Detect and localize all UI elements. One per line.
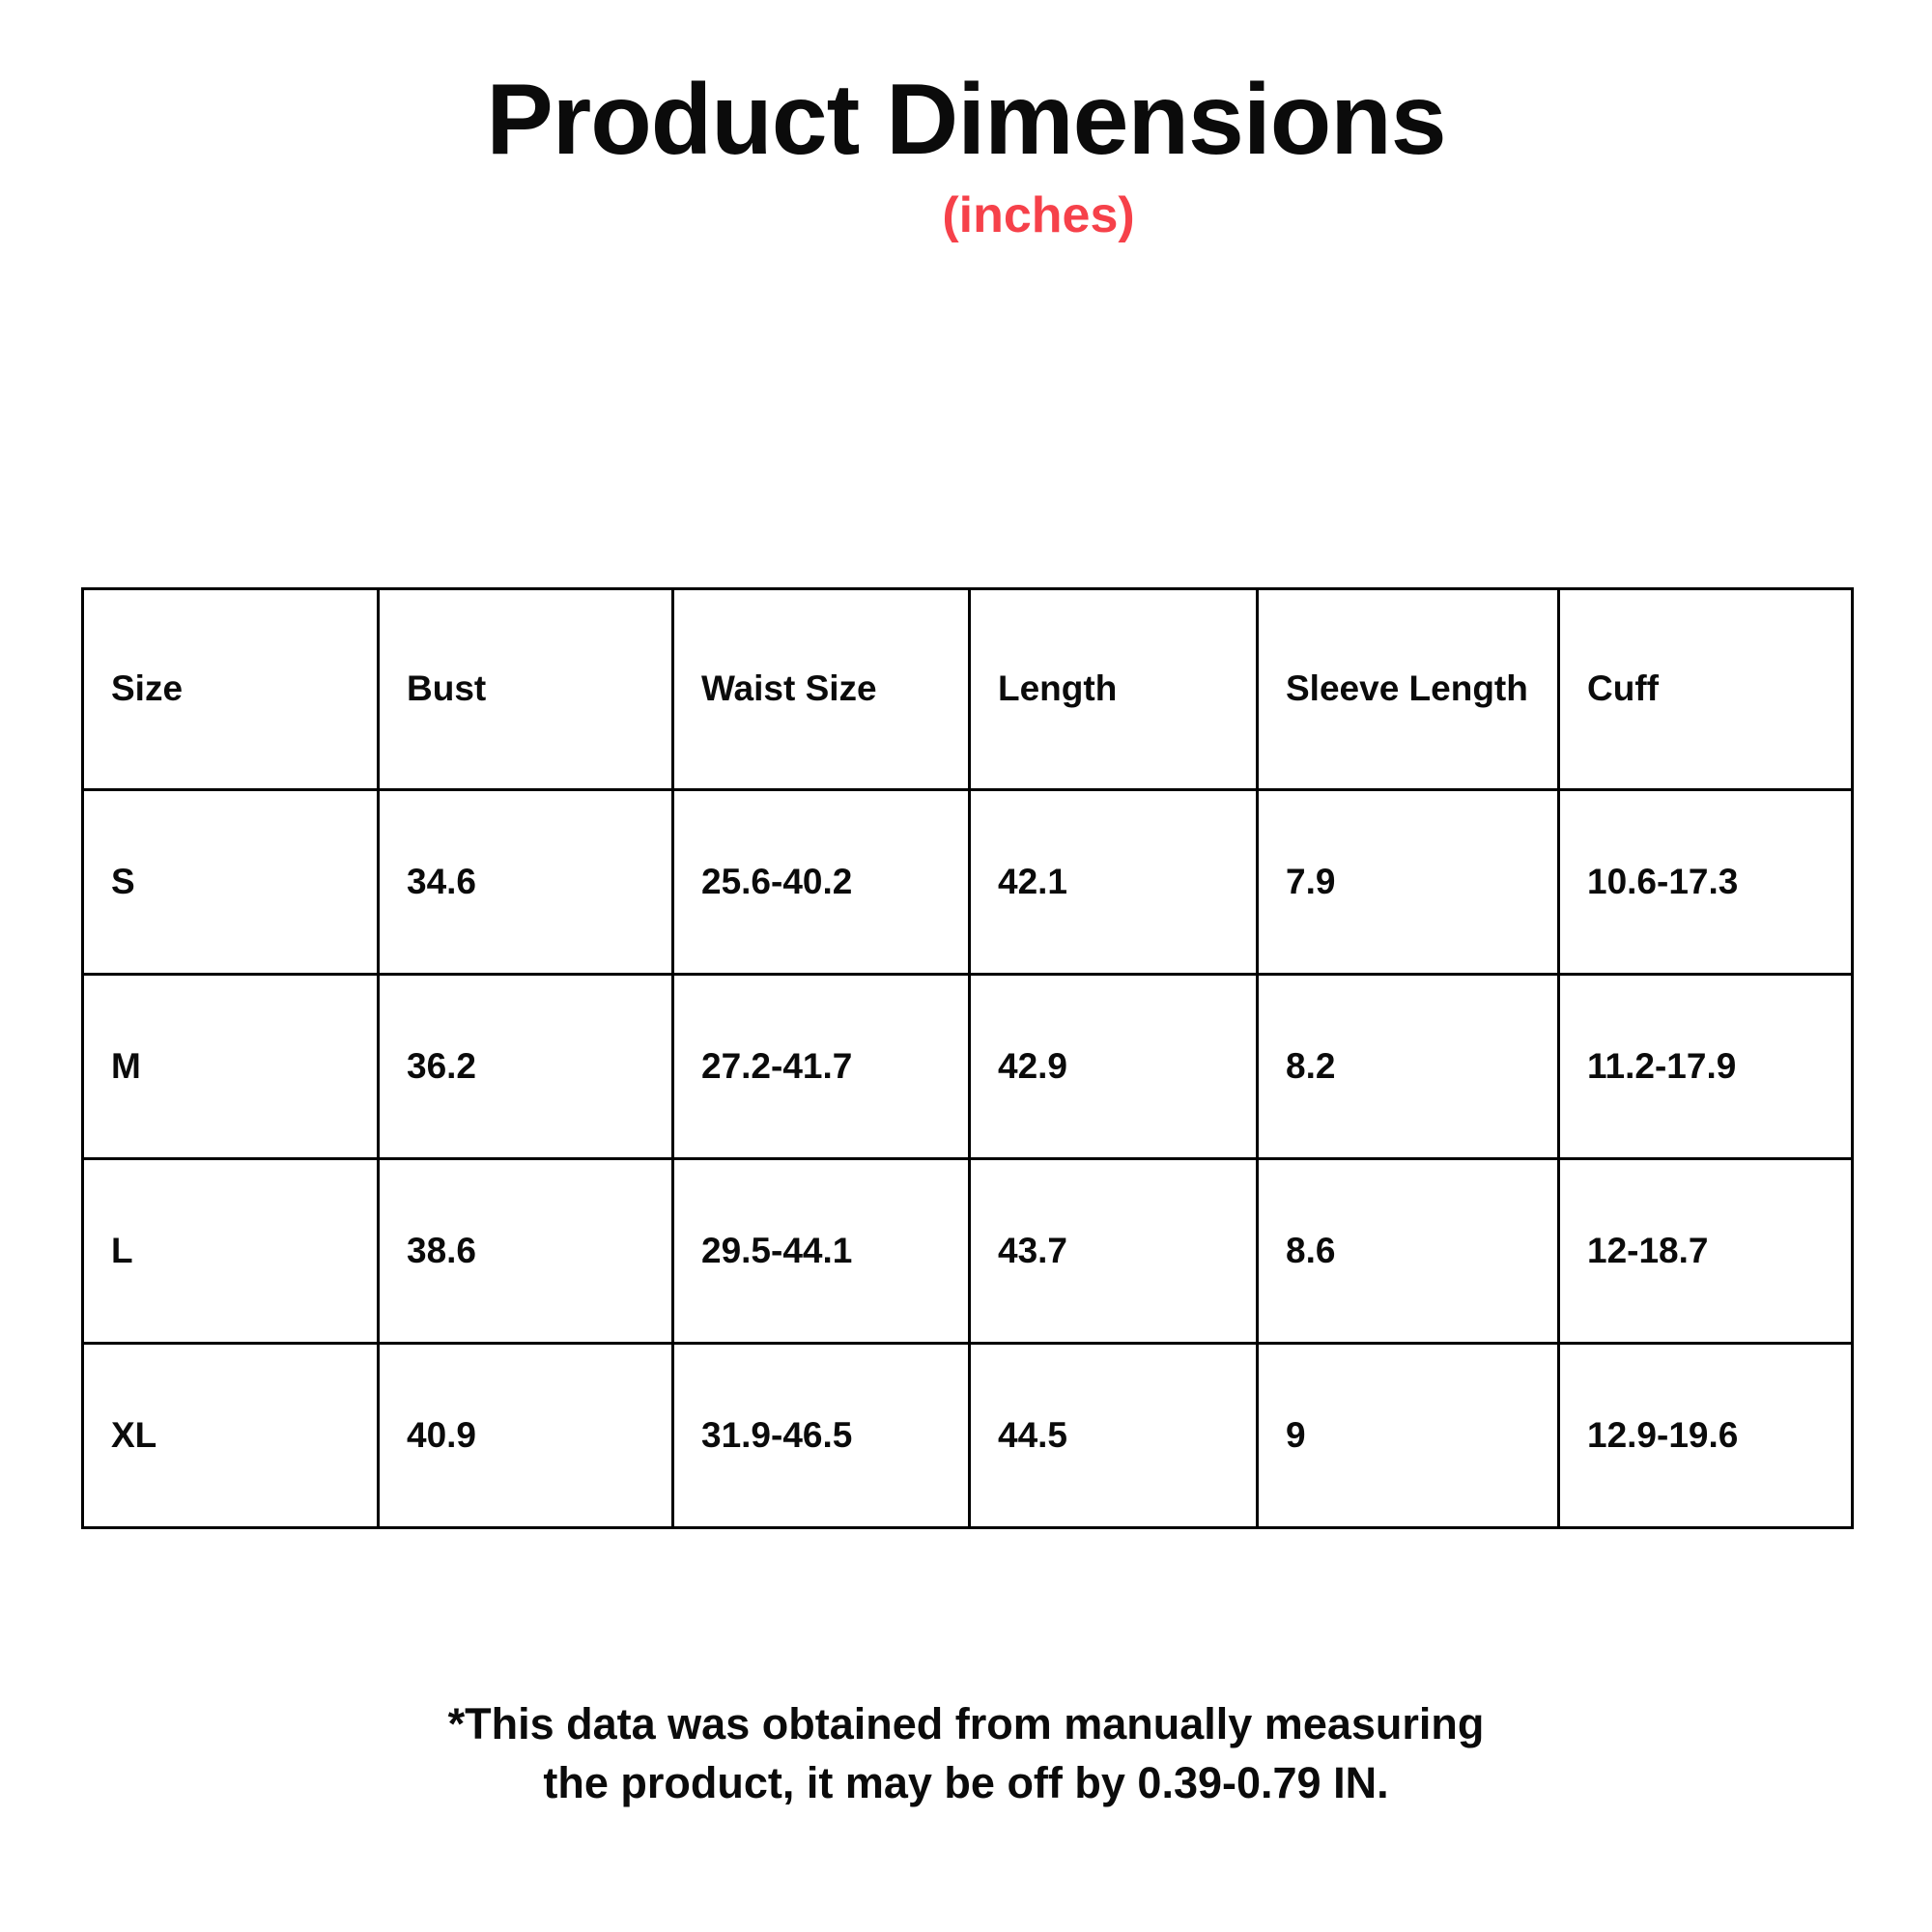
cell-size: M bbox=[83, 975, 379, 1159]
column-header-waist-size: Waist Size bbox=[673, 589, 970, 790]
page-title: Product Dimensions bbox=[486, 64, 1446, 176]
cell-cuff: 10.6-17.3 bbox=[1559, 790, 1853, 975]
table-row bbox=[83, 1344, 1853, 1528]
cell-waist-size: 29.5-44.1 bbox=[673, 1159, 970, 1344]
cell-bust: 34.6 bbox=[379, 790, 673, 975]
table-row bbox=[83, 975, 1853, 1159]
table-row bbox=[83, 790, 1853, 975]
cell-waist-size: 27.2-41.7 bbox=[673, 975, 970, 1159]
cell-length: 42.9 bbox=[970, 975, 1258, 1159]
cell-cuff: 12.9-19.6 bbox=[1559, 1344, 1853, 1528]
cell-sleeve-length: 8.2 bbox=[1258, 975, 1559, 1159]
dimensions-table-wrapper bbox=[81, 587, 1851, 1529]
table-row bbox=[83, 1159, 1853, 1344]
column-header-sleeve-length: Sleeve Length bbox=[1258, 589, 1559, 790]
cell-sleeve-length: 8.6 bbox=[1258, 1159, 1559, 1344]
column-header-bust: Bust bbox=[379, 589, 673, 790]
cell-size: XL bbox=[83, 1344, 379, 1528]
footnote bbox=[0, 1695, 1932, 1813]
column-header-size: Size bbox=[83, 589, 379, 790]
dimensions-table bbox=[81, 587, 1854, 1529]
column-header-cuff: Cuff bbox=[1559, 589, 1853, 790]
cell-length: 42.1 bbox=[970, 790, 1258, 975]
cell-waist-size: 25.6-40.2 bbox=[673, 790, 970, 975]
cell-waist-size: 31.9-46.5 bbox=[673, 1344, 970, 1528]
cell-sleeve-length: 9 bbox=[1258, 1344, 1559, 1528]
cell-cuff: 11.2-17.9 bbox=[1559, 975, 1853, 1159]
cell-length: 43.7 bbox=[970, 1159, 1258, 1344]
unit-subtitle: (inches) bbox=[942, 187, 1135, 244]
subtitle-row bbox=[0, 186, 1932, 244]
footnote-line-1: *This data was obtained from manually measuring bbox=[447, 1699, 1485, 1748]
cell-length: 44.5 bbox=[970, 1344, 1258, 1528]
cell-bust: 36.2 bbox=[379, 975, 673, 1159]
cell-size: L bbox=[83, 1159, 379, 1344]
cell-cuff: 12-18.7 bbox=[1559, 1159, 1853, 1344]
title-block bbox=[0, 0, 1932, 176]
cell-bust: 40.9 bbox=[379, 1344, 673, 1528]
footnote-line-2: the product, it may be off by 0.39-0.79 IN. bbox=[543, 1757, 1389, 1807]
column-header-length: Length bbox=[970, 589, 1258, 790]
cell-sleeve-length: 7.9 bbox=[1258, 790, 1559, 975]
cell-size: S bbox=[83, 790, 379, 975]
cell-bust: 38.6 bbox=[379, 1159, 673, 1344]
table-header-row bbox=[83, 589, 1853, 790]
